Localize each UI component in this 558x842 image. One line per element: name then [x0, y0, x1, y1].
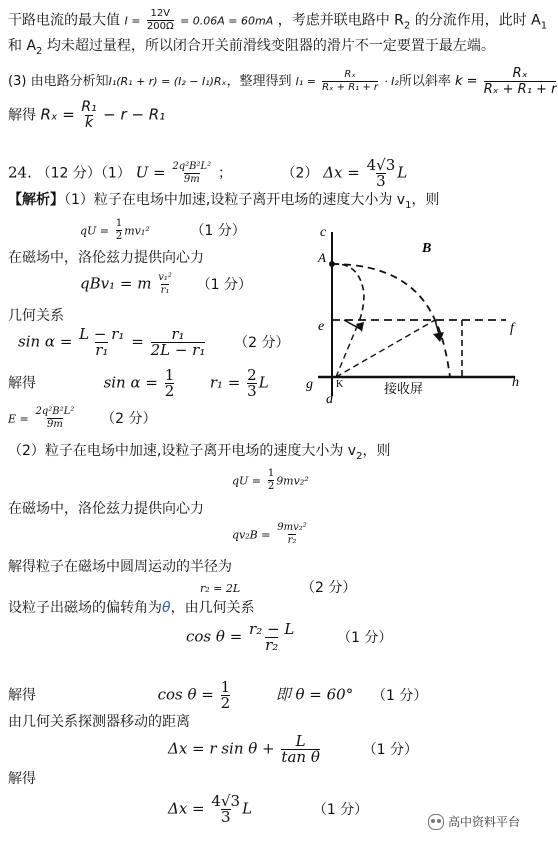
dashed-diagonal-2 — [336, 324, 358, 377]
label-d: d — [326, 392, 333, 407]
eq-energy-2: qU = $\frac{1}{2}$ 9mv₂² — [232, 468, 309, 492]
eq-dx-result: Δx = $\frac{4√3}{3}$ L （1 分） — [168, 792, 369, 826]
watermark-text: 高中资料平台 — [447, 815, 520, 829]
fraction-rx: $\frac{\text{R₁}}{k}$ — [81, 99, 97, 131]
radius-text: 解得粒子在磁场中圆周运动的半径为 — [8, 559, 232, 575]
eq-solve-1: 解得 sin α = $\frac{1}{2}$ r₁ = $\frac{2}{3}$ L — [8, 366, 269, 400]
watermark — [428, 813, 520, 830]
theta-text: 设粒子出磁场的偏转角为θ，由几何关系 — [8, 600, 255, 616]
solve-text-3: 解得 — [8, 771, 36, 787]
score-badge: （2 分） — [234, 334, 290, 351]
label-g: g — [306, 377, 313, 392]
line-ammeter-range: 和 $A_2$ 均未超过量程，所以闭合开关前滑线变阻器的滑片不一定要置于最左端。 — [8, 38, 495, 57]
fraction-current: $\frac{12V}{200\Omega}$ — [146, 8, 174, 32]
score-badge: （1 分） — [362, 741, 418, 758]
magnetic-text-1: 在磁场中，洛伦兹力提供向心力 — [8, 250, 204, 266]
fraction-i1: $\frac{\text{Rₓ}}{\text{Rₓ + R₁ + r}}$ — [322, 69, 379, 93]
label-B: B — [422, 241, 432, 256]
question-number: 24. — [8, 163, 32, 182]
label-h: h — [512, 375, 519, 390]
label-K: K — [336, 379, 344, 390]
line-max-current: 干路电流的最大值 I = $\frac{12V}{200\Omega}$ = 0.06A = 60mA ，考虑并联电路中 $R_2$ 的分流作用，此时 $A_1$ — [8, 8, 548, 32]
eq-lorentz-2: qv₂B = $\frac{\text{9mv₂²}}{\text{r₂}}$ — [232, 522, 307, 546]
part2-intro: （2）粒子在电场中加速,设粒子离开电场的速度大小为 $v_2$，则 — [8, 443, 391, 462]
label-e: e — [318, 319, 325, 334]
score-badge: （1 分） — [190, 222, 246, 239]
line-part3-analysis: (3) 由电路分析知I₁(R₁ + r) = (I₂ − I₁)Rₓ，整理得到 I₁ = $\frac{\text{Rₓ}}{\text{Rₓ + R₁ + r}}$ · I₂所以斜率 k = $\frac{\text{Rₓ}}{\text{Rₓ + R₁ + r}}$ — [8, 66, 557, 97]
score-badge: （1 分） — [312, 801, 369, 818]
eq-lorentz-1: qBv₁ = m $\frac{\text{v₁²}}{\text{r₁}}$ （1 分） — [80, 272, 253, 296]
eq-E: E = $\frac{\text{2q²B²L²}}{9m}$ （2 分） — [8, 406, 157, 430]
score-badge: （2 分） — [300, 580, 357, 596]
magnetic-text-2: 在磁场中，洛伦兹力提供向心力 — [8, 501, 204, 517]
eq-r2: r₂ = 2L （2 分） — [200, 580, 357, 596]
geometry-text: 几何关系 — [8, 308, 64, 324]
score-badge: （2 分） — [101, 410, 157, 427]
label-c: c — [320, 225, 327, 240]
line-solve-rx: 解得 Rₓ = $\frac{\text{R₁}}{k}$ − r − R₁ — [8, 99, 166, 131]
eq-dx-formula: Δx = r sin θ + $\frac{L}{\text{tan θ}}$ （1 分） — [168, 732, 418, 766]
score-badge: （1 分） — [337, 629, 393, 646]
small-trajectory-arc — [332, 264, 364, 324]
fraction-dx-answer: $\frac{4√3}{3}$ — [366, 156, 396, 190]
distance-text: 由几何关系探测器移动的距离 — [8, 714, 190, 730]
eq-energy-1: qU = $\frac{1}{2}$ mv₁² （1 分） — [80, 218, 246, 242]
eq-solve-2: 解得 cos θ = $\frac{1}{2}$ 即 θ = 60° （1 分） — [8, 678, 428, 712]
score-badge: （1 分） — [196, 276, 253, 293]
q24-answers: 24. （12 分）（1） U = $\frac{\text{2q²B²L²}}{9m}$ ； （2） Δx = $\frac{4√3}{3}$ L — [8, 156, 408, 190]
magnetic-field-diagram — [300, 220, 525, 410]
eq-cos-theta: cos θ = $\frac{\text{r₂ − L}}{\text{r₂}}$ （1 分） — [186, 620, 393, 654]
theta-symbol: θ — [162, 600, 171, 616]
wechat-icon — [428, 814, 444, 830]
jiexi-label: 【解析】 — [8, 192, 64, 208]
fraction-slope: $\frac{\text{Rₓ}}{\text{Rₓ + R₁ + r}}$ — [483, 66, 557, 97]
eq-sin-alpha: sin α = $\frac{\text{L − r₁}}{\text{r₁}}$ = $\frac{\text{r₁}}{\text{2L − r₁}}$ （2 分） — [18, 325, 290, 359]
label-A: A — [318, 250, 326, 265]
score-badge: （1 分） — [372, 687, 428, 704]
label-screen: 接收屏 — [384, 381, 424, 396]
fraction-u: $\frac{\text{2q²B²L²}}{9m}$ — [172, 161, 212, 185]
jiexi-intro: 【解析】（1）粒子在电场中加速,设粒子离开电场的速度大小为 $v_1$，则 — [8, 192, 440, 211]
label-f: f — [510, 321, 514, 336]
point-A — [329, 261, 335, 267]
dashed-diagonal-1 — [336, 320, 435, 377]
